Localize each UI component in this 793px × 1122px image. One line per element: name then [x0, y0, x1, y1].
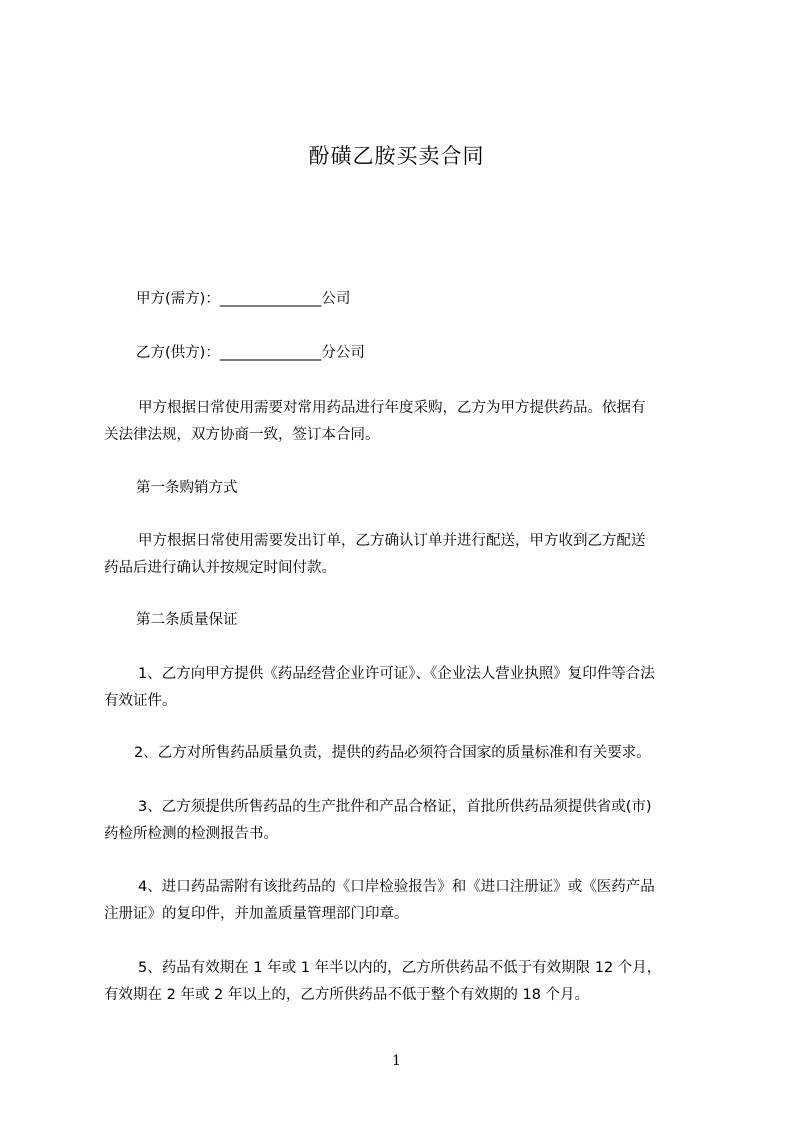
- party-a-line: [104, 286, 704, 313]
- item1-line-1: 1、乙方向甲方提供《药品经营企业许可证》、《企业法人营业执照》复印件等合法: [138, 666, 655, 682]
- section2-heading: [104, 607, 704, 634]
- section1-line-1: 甲方根据日常使用需要发出订单，乙方确认订单并进行配送，甲方收到乙方配送: [138, 533, 646, 549]
- item2-line-1: 2、乙方对所售药品质量负责，提供的药品必须符合国家的质量标准和有关要求。: [134, 745, 651, 761]
- intro-paragraph: [104, 395, 704, 449]
- section2-item-2: [104, 740, 704, 767]
- party-b-text: 乙方(供方)：______________分公司: [136, 345, 365, 361]
- party-a-text: 甲方(需方)：______________公司: [136, 291, 351, 307]
- document-title: 酚磺乙胺买卖合同: [308, 144, 485, 168]
- page-number: 1: [392, 1053, 401, 1069]
- intro-line-2: 关法律法规，双方协商一致，签订本合同。: [104, 427, 380, 443]
- section2-item-5: [104, 955, 704, 1009]
- item5-line-1: 5、药品有效期在 1 年或 1 年半以内的，乙方所供药品不低于有效期限 12 个月，: [138, 960, 662, 976]
- section2-item-4: [104, 874, 704, 928]
- intro-line-1: 甲方根据日常使用需要对常用药品进行年度采购，乙方为甲方提供药品。依据有: [138, 400, 646, 416]
- item4-line-2: 注册证》的复印件，并加盖质量管理部门印章。: [104, 906, 409, 922]
- section1-paragraph: [104, 528, 704, 582]
- party-b-line: [104, 340, 704, 367]
- section1-line-2: 药品后进行确认并按规定时间付款。: [104, 560, 336, 576]
- section1-heading: [104, 475, 704, 502]
- item3-line-2: 药检所检测的检测报告书。: [104, 826, 278, 842]
- item1-line-2: 有效证件。: [104, 693, 177, 709]
- section2-item-3: [104, 794, 704, 848]
- section1-heading-text: 第一条购销方式: [136, 480, 238, 496]
- item5-line-2: 有效期在 2 年或 2 年以上的，乙方所供药品不低于整个有效期的 18 个月。: [104, 987, 590, 1003]
- item3-line-1: 3、乙方须提供所售药品的生产批件和产品合格证，首批所供药品须提供省或(市): [138, 799, 652, 815]
- item4-line-1: 4、进口药品需附有该批药品的《口岸检验报告》和《进口注册证》或《医药产品: [138, 879, 655, 895]
- section2-item-1: [104, 661, 704, 715]
- section2-heading-text: 第二条质量保证: [136, 612, 238, 628]
